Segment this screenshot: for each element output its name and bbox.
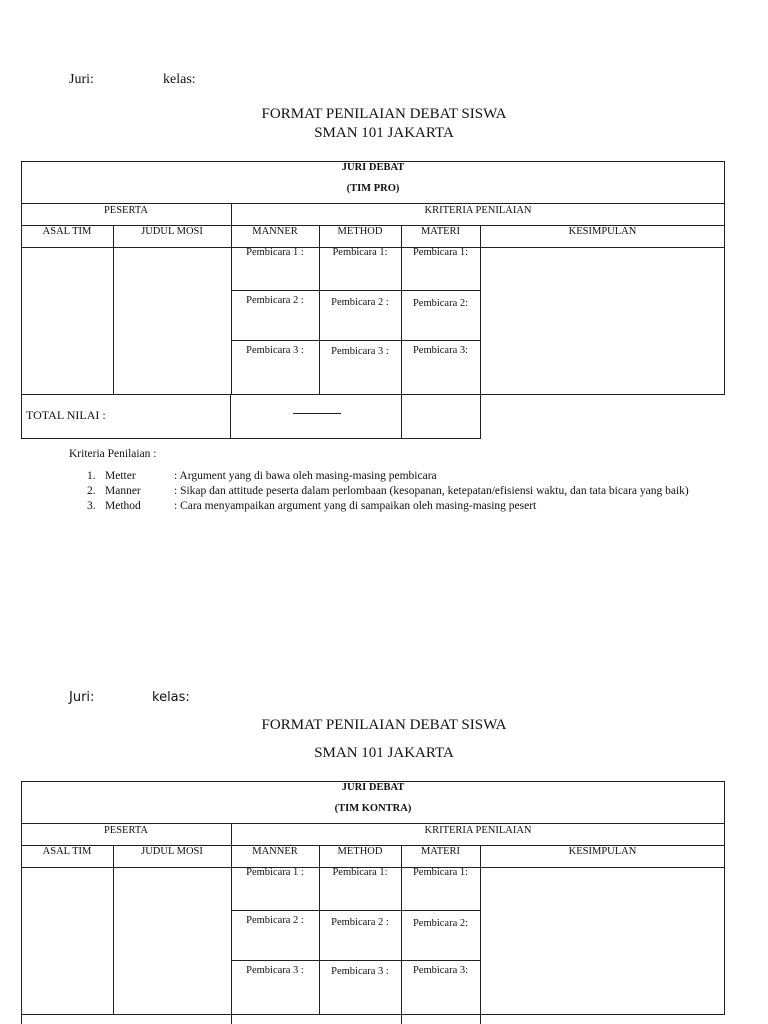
table-line bbox=[401, 394, 402, 438]
table-line bbox=[21, 823, 725, 824]
table-line bbox=[113, 845, 114, 1014]
header-juri-debat: JURI DEBAT bbox=[341, 162, 405, 173]
total-nilai-label: TOTAL NILAI : bbox=[26, 408, 106, 422]
criteria-number: 3. bbox=[87, 500, 96, 512]
table-border bbox=[21, 781, 725, 1015]
criteria-desc: : Argument yang di bawa oleh masing-masing pembicara bbox=[174, 470, 437, 482]
method-speaker: Pembicara 3 : bbox=[331, 966, 389, 977]
materi-speaker: Pembicara 1: bbox=[412, 867, 469, 878]
method-speaker: Pembicara 1: bbox=[332, 867, 388, 878]
header-kriteria: KRITERIA PENILAIAN bbox=[424, 205, 532, 216]
manner-speaker: Pembicara 3 : bbox=[246, 345, 304, 356]
method-speaker: Pembicara 1: bbox=[332, 247, 388, 258]
header-team: (TIM PRO) bbox=[346, 183, 400, 194]
school-name: SMAN 101 JAKARTA bbox=[314, 745, 454, 761]
manner-speaker: Pembicara 3 : bbox=[246, 965, 304, 976]
materi-speaker: Pembicara 3: bbox=[412, 965, 469, 976]
school-name: SMAN 101 JAKARTA bbox=[314, 125, 454, 141]
col-kesimpulan: KESIMPULAN bbox=[568, 846, 637, 857]
table-line bbox=[480, 225, 481, 394]
manner-speaker: Pembicara 2 : bbox=[246, 915, 304, 926]
form-title: FORMAT PENILAIAN DEBAT SISWA bbox=[261, 106, 507, 122]
table-line bbox=[231, 960, 480, 961]
col-method: METHOD bbox=[337, 846, 383, 857]
materi-speaker: Pembicara 2: bbox=[412, 918, 469, 929]
col-materi: MATERI bbox=[420, 226, 461, 237]
col-manner: MANNER bbox=[252, 226, 298, 237]
materi-speaker: Pembicara 2: bbox=[412, 298, 469, 309]
juri-label: Juri: bbox=[69, 72, 94, 87]
form-title: FORMAT PENILAIAN DEBAT SISWA bbox=[261, 717, 507, 733]
manner-speaker: Pembicara 1 : bbox=[246, 247, 304, 258]
criteria-term: Metter bbox=[105, 470, 136, 482]
col-materi: MATERI bbox=[420, 846, 461, 857]
criteria-desc: : Cara menyampaikan argument yang di sampaikan oleh masing-masing pesert bbox=[174, 500, 537, 512]
table-line bbox=[230, 394, 231, 438]
col-method: METHOD bbox=[337, 226, 383, 237]
table-line bbox=[231, 290, 480, 291]
table-line bbox=[21, 1014, 22, 1024]
manner-speaker: Pembicara 2 : bbox=[246, 295, 304, 306]
materi-speaker: Pembicara 1: bbox=[412, 247, 469, 258]
col-manner: MANNER bbox=[252, 846, 298, 857]
manner-speaker: Pembicara 1 : bbox=[246, 867, 304, 878]
kelas-label: kelas: bbox=[152, 690, 190, 705]
criteria-term: Manner bbox=[105, 485, 141, 497]
criteria-term: Method bbox=[105, 500, 141, 512]
table-line bbox=[231, 910, 480, 911]
col-asal-tim: ASAL TIM bbox=[42, 226, 92, 237]
juri-label: Juri: bbox=[69, 690, 95, 705]
header-peserta: PESERTA bbox=[103, 825, 149, 836]
method-speaker: Pembicara 3 : bbox=[331, 346, 389, 357]
method-speaker: Pembicara 2 : bbox=[331, 917, 389, 928]
col-kesimpulan: KESIMPULAN bbox=[568, 226, 637, 237]
total-underline bbox=[293, 413, 341, 414]
header-juri-debat: JURI DEBAT bbox=[341, 782, 405, 793]
table-line bbox=[21, 203, 725, 204]
materi-speaker: Pembicara 3: bbox=[412, 345, 469, 356]
table-line bbox=[231, 340, 480, 341]
header-team: (TIM KONTRA) bbox=[334, 803, 412, 814]
method-speaker: Pembicara 2 : bbox=[331, 297, 389, 308]
header-peserta: PESERTA bbox=[103, 205, 149, 216]
col-judul-mosi: JUDUL MOSI bbox=[141, 846, 203, 857]
table-line bbox=[113, 225, 114, 394]
table-border bbox=[21, 161, 725, 395]
criteria-heading: Kriteria Penilaian : bbox=[69, 448, 157, 460]
criteria-desc: : Sikap dan attitude peserta dalam perlombaan (kesopanan, ketepatan/efisiensi waktu, dan tata bicara yang baik) bbox=[174, 485, 689, 497]
header-kriteria: KRITERIA PENILAIAN bbox=[424, 825, 532, 836]
criteria-number: 2. bbox=[87, 485, 96, 497]
criteria-number: 1. bbox=[87, 470, 96, 482]
col-judul-mosi: JUDUL MOSI bbox=[141, 226, 203, 237]
kelas-label: kelas: bbox=[163, 72, 196, 87]
table-line bbox=[480, 845, 481, 1024]
col-asal-tim: ASAL TIM bbox=[42, 846, 92, 857]
